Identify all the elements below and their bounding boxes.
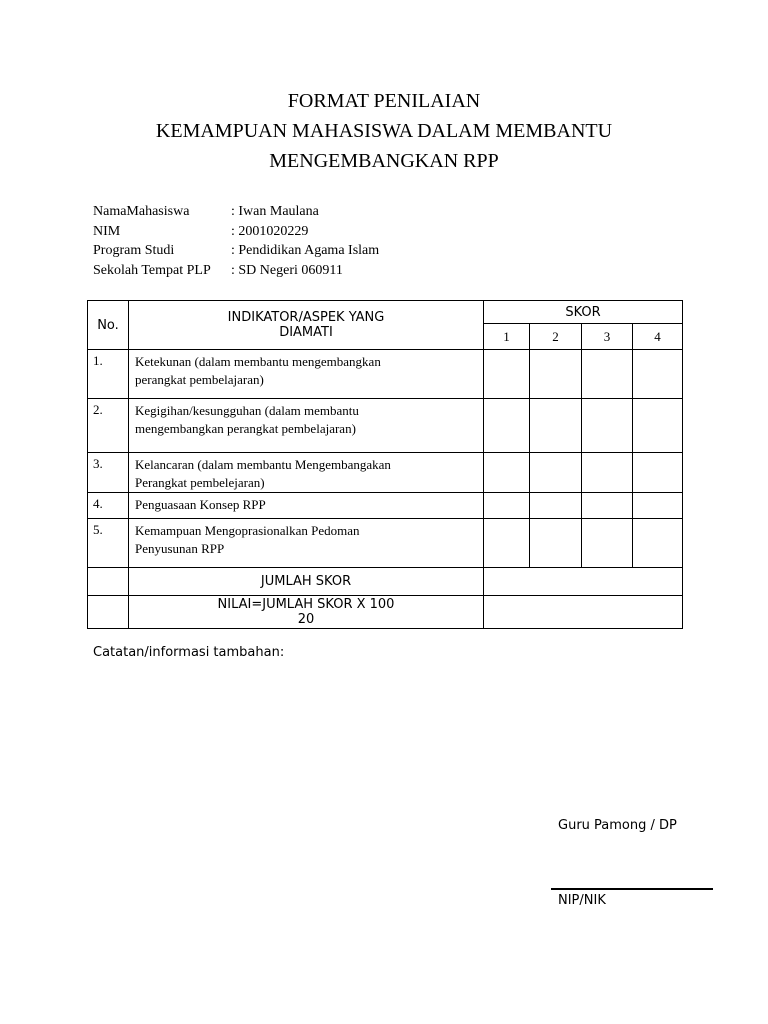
title-line-3: MENGEMBANGKAN RPP bbox=[269, 150, 499, 172]
row-indicator bbox=[129, 493, 484, 519]
row-number: 5. bbox=[88, 519, 129, 568]
indicator-line-2: perangkat pembelajaran) bbox=[135, 372, 264, 387]
total-row bbox=[88, 568, 683, 596]
info-row-program bbox=[93, 241, 379, 261]
signature-line bbox=[551, 888, 713, 890]
score-cell[interactable] bbox=[530, 519, 582, 568]
row-indicator bbox=[129, 453, 484, 493]
table-row bbox=[88, 493, 683, 519]
row-number: 3. bbox=[88, 453, 129, 493]
nip-label: NIP/NIK bbox=[558, 893, 606, 908]
score-header-2: 2 bbox=[530, 324, 582, 350]
indicator-line-2: Penyusunan RPP bbox=[135, 541, 225, 556]
assessment-table bbox=[87, 300, 683, 629]
header-indicator bbox=[129, 301, 484, 350]
score-header-3: 3 bbox=[582, 324, 633, 350]
score-cell[interactable] bbox=[484, 399, 530, 453]
total-score-cell[interactable] bbox=[484, 568, 683, 596]
score-cell[interactable] bbox=[484, 519, 530, 568]
empty-cell bbox=[88, 596, 129, 629]
row-indicator bbox=[129, 350, 484, 399]
info-value: : SD Negeri 060911 bbox=[231, 262, 343, 278]
score-header-1: 1 bbox=[484, 324, 530, 350]
info-row-nim bbox=[93, 222, 379, 242]
indicator-line-2: mengembangkan perangkat pembelajaran) bbox=[135, 421, 356, 436]
student-info bbox=[93, 202, 379, 280]
row-indicator bbox=[129, 399, 484, 453]
final-divisor: 20 bbox=[297, 612, 315, 627]
info-row-school bbox=[93, 261, 379, 281]
row-number: 1. bbox=[88, 350, 129, 399]
score-cell[interactable] bbox=[582, 453, 633, 493]
info-label: Program Studi bbox=[93, 243, 175, 258]
row-number: 2. bbox=[88, 399, 129, 453]
final-formula bbox=[129, 596, 484, 629]
info-value: : Pendidikan Agama Islam bbox=[231, 243, 380, 258]
info-value: : 2001020229 bbox=[231, 223, 309, 239]
total-label: JUMLAH SKOR bbox=[129, 568, 484, 596]
info-row-name bbox=[93, 202, 379, 222]
table-row bbox=[88, 519, 683, 568]
row-number: 4. bbox=[88, 493, 129, 519]
final-label: NILAI=JUMLAH SKOR X 100 bbox=[217, 597, 395, 612]
empty-cell bbox=[88, 568, 129, 596]
table-row bbox=[88, 453, 683, 493]
indicator-line-2: Perangkat pembelejaran) bbox=[135, 475, 265, 490]
info-label: NIM bbox=[93, 223, 121, 239]
indicator-line-1: Ketekunan (dalam membantu mengembangkan bbox=[135, 354, 381, 369]
indicator-line-1: Kelancaran (dalam membantu Mengembangakan bbox=[135, 457, 391, 472]
row-indicator bbox=[129, 519, 484, 568]
table-row bbox=[88, 350, 683, 399]
final-score-cell[interactable] bbox=[484, 596, 683, 629]
score-cell[interactable] bbox=[633, 493, 683, 519]
score-cell[interactable] bbox=[633, 350, 683, 399]
header-indicator-line-2: DIAMATI bbox=[279, 325, 333, 340]
score-cell[interactable] bbox=[633, 399, 683, 453]
score-cell[interactable] bbox=[582, 519, 633, 568]
header-score: SKOR bbox=[484, 301, 683, 324]
header-indicator-line-1: INDIKATOR/ASPEK YANG bbox=[227, 310, 385, 325]
score-cell[interactable] bbox=[633, 453, 683, 493]
score-cell[interactable] bbox=[484, 493, 530, 519]
info-value: : Iwan Maulana bbox=[231, 204, 319, 219]
header-no: No. bbox=[88, 301, 129, 350]
signature-role: Guru Pamong / DP bbox=[558, 818, 677, 833]
score-cell[interactable] bbox=[484, 350, 530, 399]
score-cell[interactable] bbox=[582, 399, 633, 453]
score-cell[interactable] bbox=[582, 493, 633, 519]
score-header-4: 4 bbox=[633, 324, 683, 350]
table-row bbox=[88, 399, 683, 453]
score-cell[interactable] bbox=[484, 453, 530, 493]
info-label: NamaMahasiswa bbox=[93, 204, 190, 219]
score-cell[interactable] bbox=[530, 350, 582, 399]
score-cell[interactable] bbox=[530, 453, 582, 493]
final-row bbox=[88, 596, 683, 629]
score-cell[interactable] bbox=[530, 399, 582, 453]
document-title bbox=[0, 86, 768, 176]
title-line-1: FORMAT PENILAIAN bbox=[287, 90, 481, 112]
title-line-2: KEMAMPUAN MAHASISWA DALAM MEMBANTU bbox=[155, 120, 613, 142]
score-cell[interactable] bbox=[633, 519, 683, 568]
info-label: Sekolah Tempat PLP bbox=[93, 262, 211, 278]
indicator-line-1: Kemampuan Mengoprasionalkan Pedoman bbox=[135, 523, 360, 538]
notes-label: Catatan/informasi tambahan: bbox=[93, 645, 285, 660]
indicator-line-1: Penguasaan Konsep RPP bbox=[135, 497, 266, 512]
score-cell[interactable] bbox=[582, 350, 633, 399]
indicator-line-1: Kegigihan/kesungguhan (dalam membantu bbox=[135, 403, 359, 418]
score-cell[interactable] bbox=[530, 493, 582, 519]
